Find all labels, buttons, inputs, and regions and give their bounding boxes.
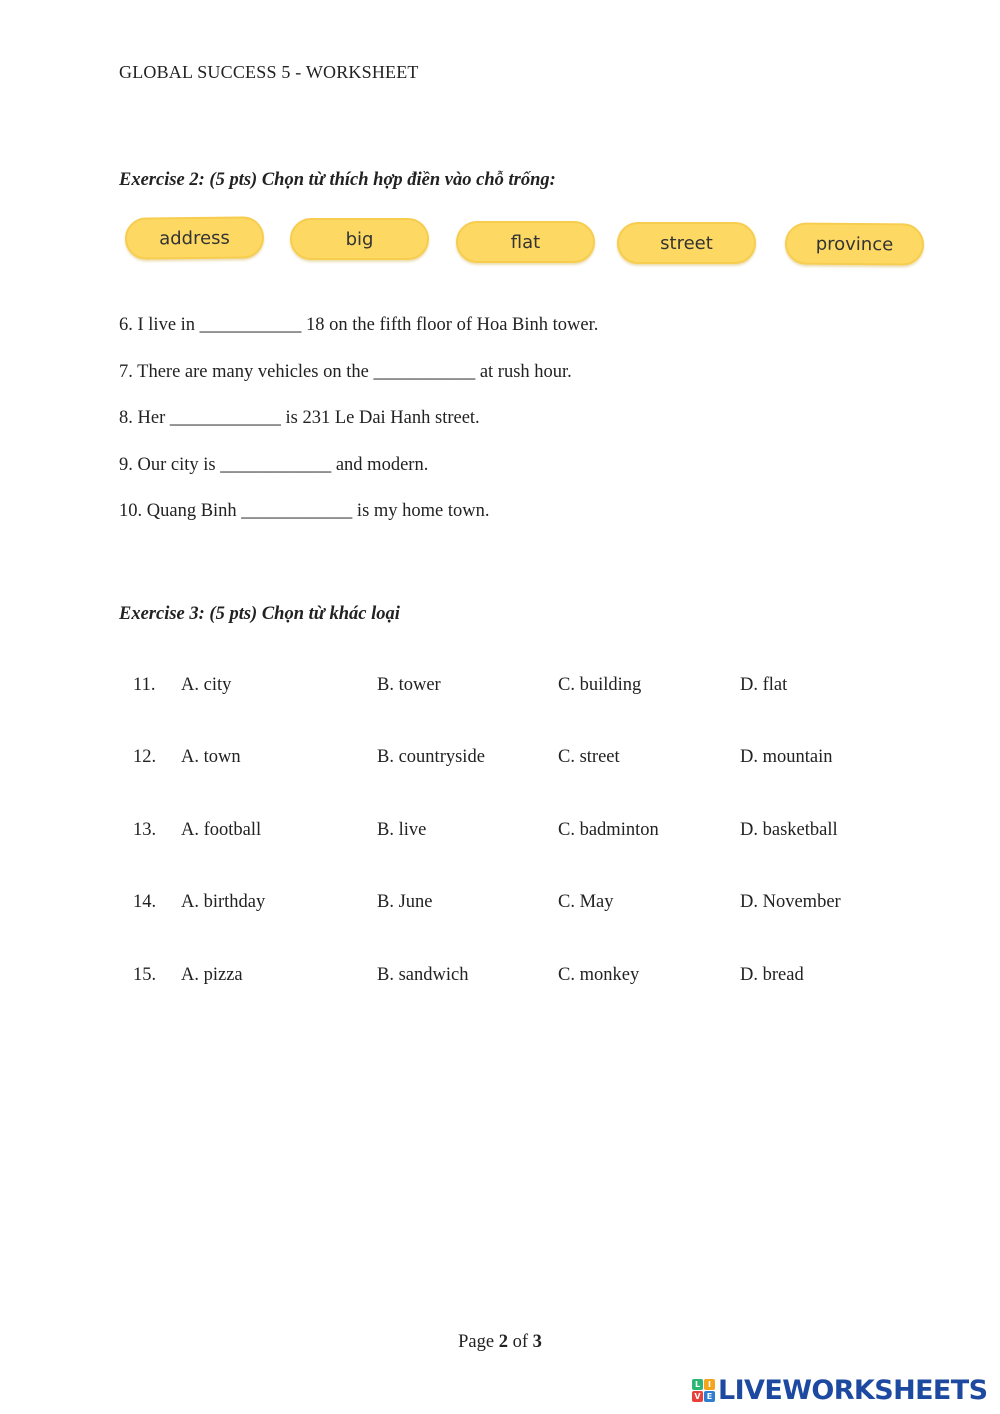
option-c[interactable]: C. badminton xyxy=(558,820,659,840)
page-label: Page xyxy=(458,1332,495,1352)
option-c[interactable]: C. street xyxy=(558,747,620,767)
page-of: of xyxy=(512,1332,528,1352)
word-chip-flat[interactable]: flat xyxy=(456,221,595,263)
logo-tile: I xyxy=(704,1379,715,1390)
question-row xyxy=(0,747,1000,771)
word-chip-street[interactable]: street xyxy=(617,222,756,264)
brand-name: LIVEWORKSHEETS xyxy=(718,1374,988,1406)
option-c[interactable]: C. May xyxy=(558,892,614,912)
option-d[interactable]: D. bread xyxy=(740,965,804,985)
question-row xyxy=(0,892,1000,916)
option-a[interactable]: A. town xyxy=(181,747,241,767)
option-d[interactable]: D. mountain xyxy=(740,747,833,767)
page-indicator xyxy=(0,1332,1000,1353)
option-a[interactable]: A. birthday xyxy=(181,892,266,912)
page-total: 3 xyxy=(532,1332,542,1352)
option-d[interactable]: D. flat xyxy=(740,675,788,695)
option-d[interactable]: D. November xyxy=(740,892,841,912)
option-b[interactable]: B. countryside xyxy=(377,747,485,767)
fill-blank-sentence: 6. I live in ___________ 18 on the fifth floor of Hoa Binh tower. xyxy=(119,315,599,335)
question-number: 13. xyxy=(133,820,157,840)
word-chip-address[interactable]: address xyxy=(125,216,264,259)
liveworksheets-logo-icon xyxy=(692,1379,715,1402)
page-current: 2 xyxy=(498,1332,508,1352)
question-row xyxy=(0,965,1000,989)
word-chip-province[interactable]: province xyxy=(785,222,924,265)
option-d[interactable]: D. basketball xyxy=(740,820,838,840)
option-a[interactable]: A. city xyxy=(181,675,232,695)
logo-tile: L xyxy=(692,1379,703,1390)
question-row xyxy=(0,675,1000,699)
option-a[interactable]: A. pizza xyxy=(181,965,243,985)
fill-blank-sentence: 7. There are many vehicles on the ___________ at rush hour. xyxy=(119,362,572,382)
question-number: 15. xyxy=(133,965,157,985)
option-c[interactable]: C. monkey xyxy=(558,965,640,985)
fill-blank-sentence: 10. Quang Binh ____________ is my home town. xyxy=(119,501,490,521)
option-c[interactable]: C. building xyxy=(558,675,642,695)
fill-blank-sentence: 8. Her ____________ is 231 Le Dai Hanh street. xyxy=(119,408,480,428)
option-a[interactable]: A. football xyxy=(181,820,262,840)
exercise-2-title: Exercise 2: (5 pts) Chọn từ thích hợp điền vào chỗ trống: xyxy=(119,170,556,190)
option-b[interactable]: B. sandwich xyxy=(377,965,469,985)
option-b[interactable]: B. June xyxy=(377,892,433,912)
question-number: 12. xyxy=(133,747,157,767)
logo-tile: E xyxy=(704,1391,715,1402)
logo-tile: V xyxy=(692,1391,703,1402)
question-row xyxy=(0,820,1000,844)
option-b[interactable]: B. live xyxy=(377,820,427,840)
question-number: 11. xyxy=(133,675,156,695)
exercise-3-title: Exercise 3: (5 pts) Chọn từ khác loại xyxy=(119,604,400,624)
liveworksheets-brand[interactable] xyxy=(692,1375,987,1405)
worksheet-header: GLOBAL SUCCESS 5 - WORKSHEET xyxy=(119,62,419,82)
option-b[interactable]: B. tower xyxy=(377,675,441,695)
word-chip-big[interactable]: big xyxy=(290,218,429,260)
fill-blank-sentence: 9. Our city is ____________ and modern. xyxy=(119,455,429,475)
question-number: 14. xyxy=(133,892,157,912)
